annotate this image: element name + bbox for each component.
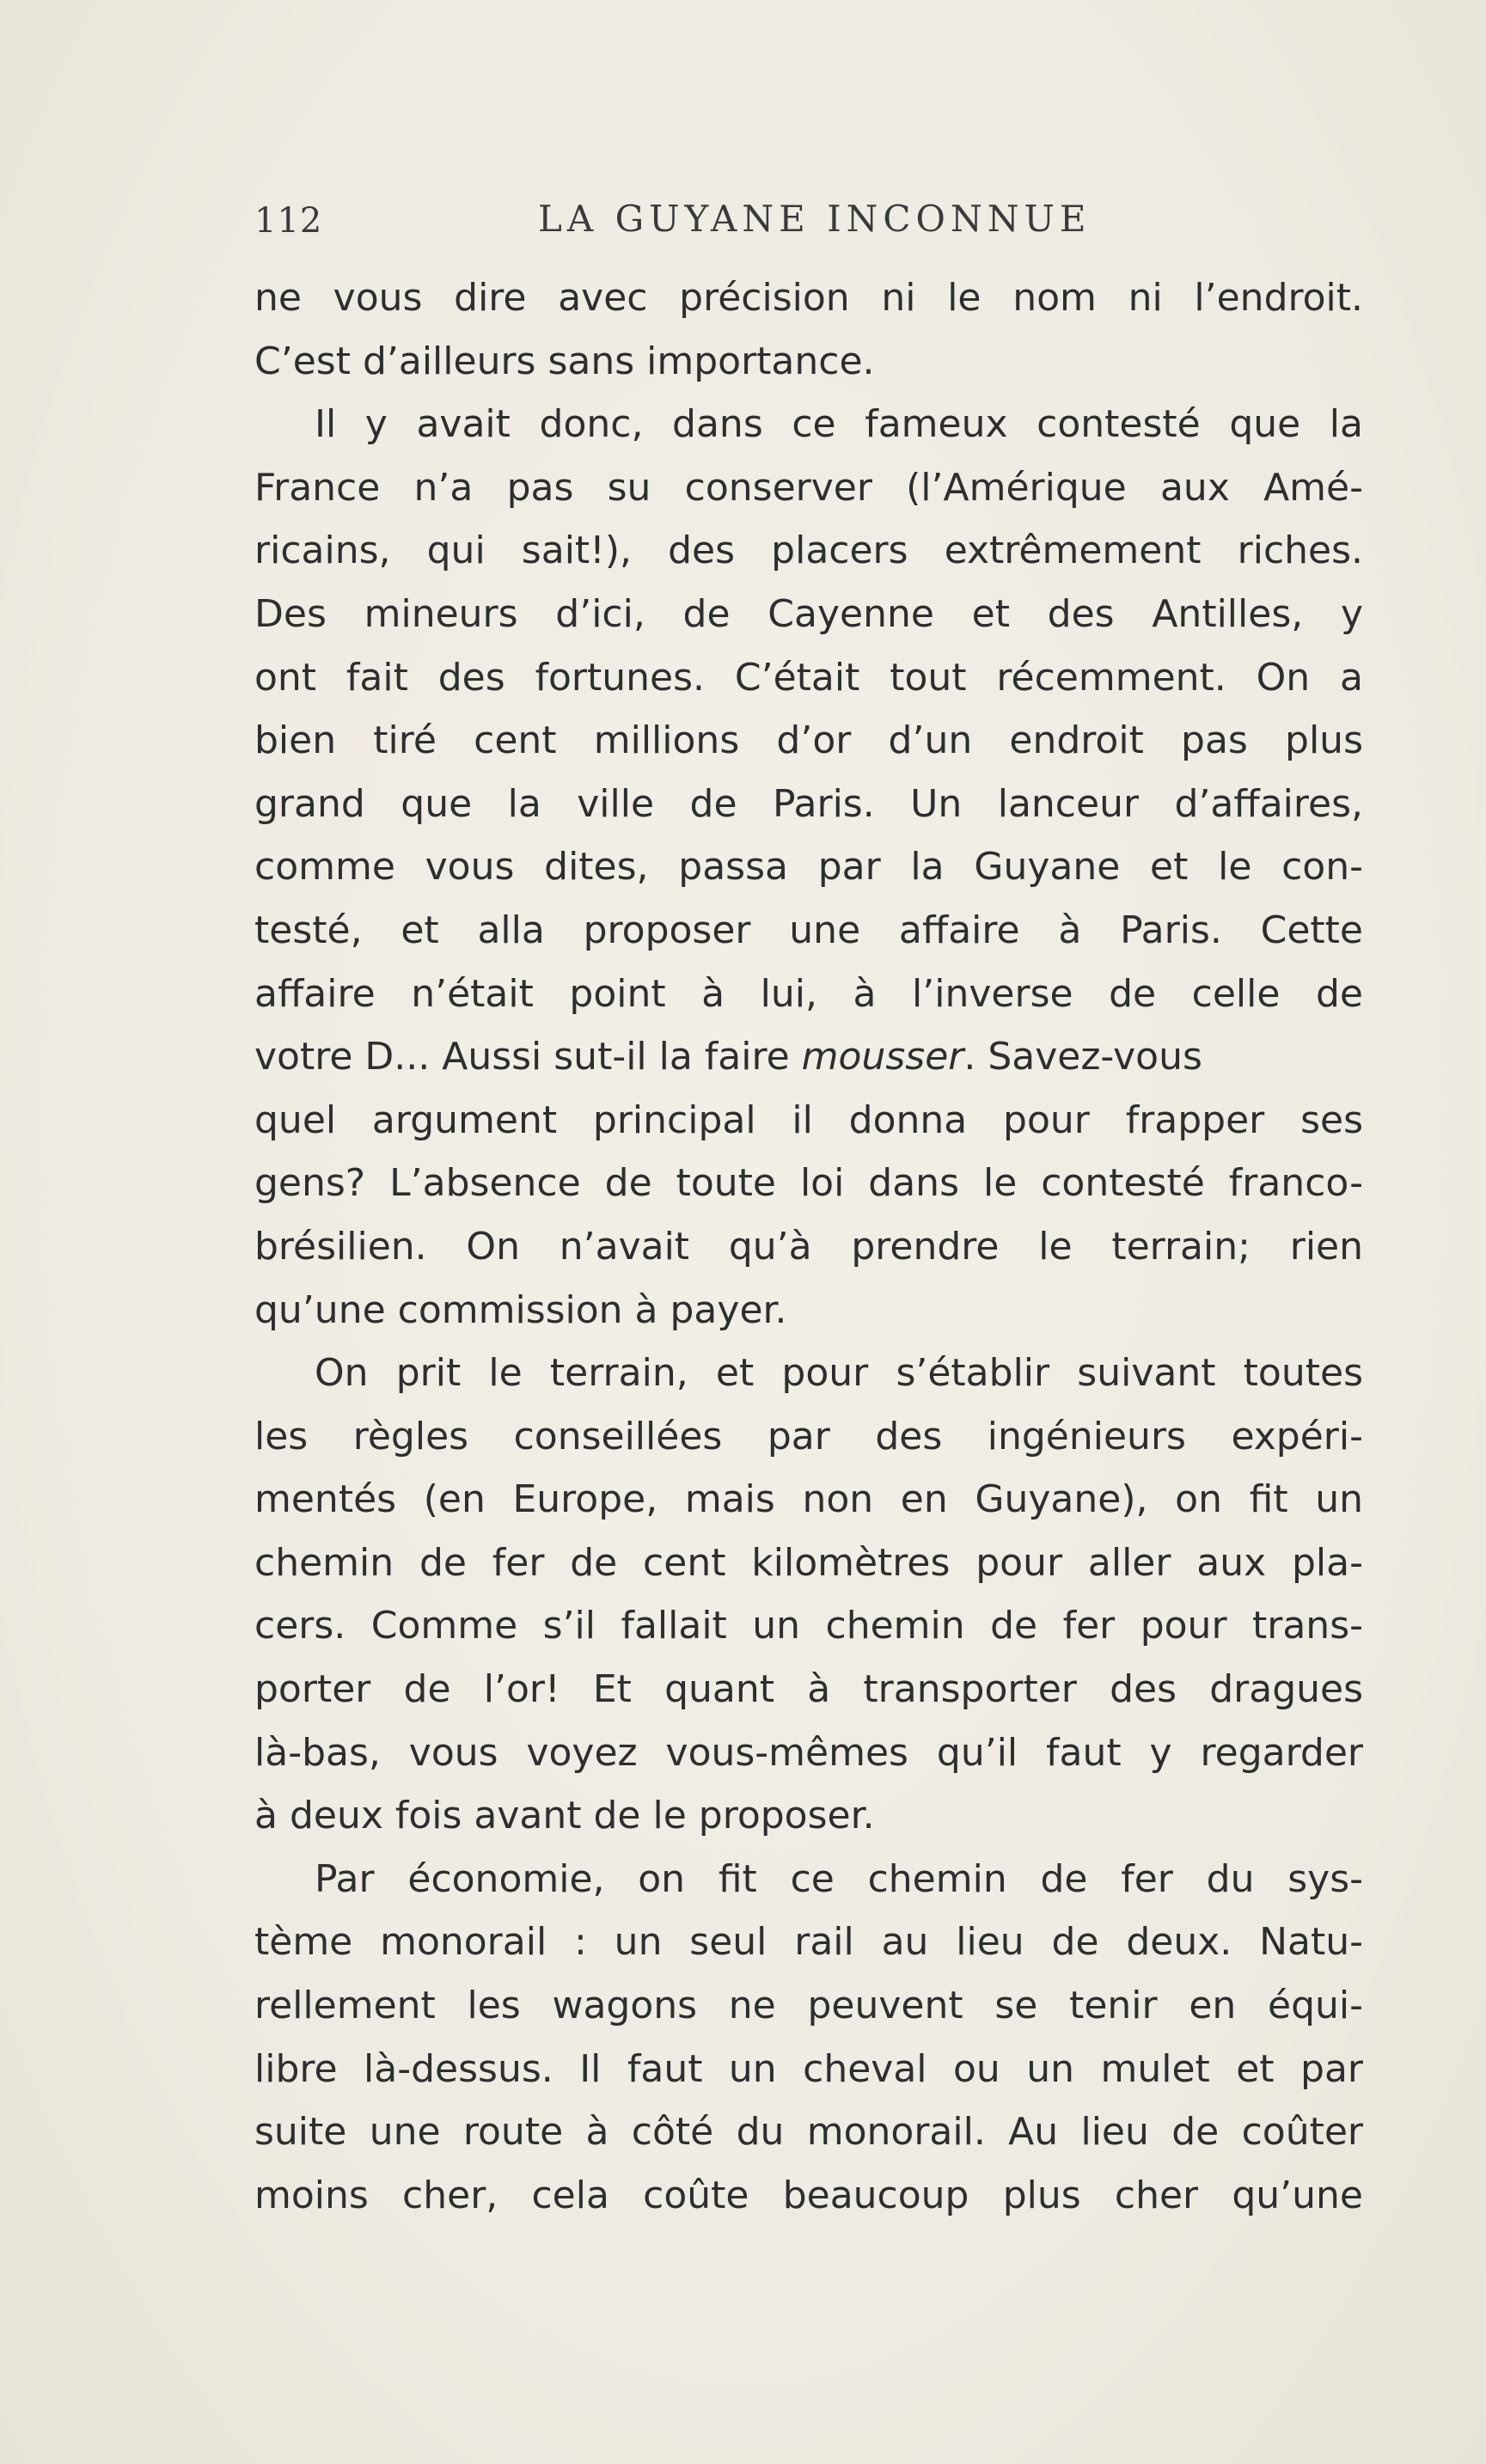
text-line: là-bas, vous voyez vous-mêmes qu’il faut y regarder xyxy=(254,1730,1363,1775)
text-line: cers. Comme s’il fallait un chemin de fer pour trans- xyxy=(254,1604,1363,1648)
text-segment: . Savez-vous xyxy=(963,1035,1202,1079)
text-line: porter de l’or! Et quant à transporter des dragues xyxy=(254,1667,1363,1712)
text-line: libre là-dessus. Il faut un cheval ou un mulet et par xyxy=(254,2046,1363,2091)
text-segment: votre D... Aussi sut-il la faire xyxy=(254,1035,802,1079)
text-line-with-italic xyxy=(254,1025,1363,1089)
text-line: affaire n’était point à lui, à l’inverse de celle de xyxy=(254,971,1363,1016)
text-line: les règles conseillées par des ingénieurs expéri- xyxy=(254,1414,1363,1458)
text-line: comme vous dites, passa par la Guyane et le con- xyxy=(254,845,1363,890)
text-line: testé, et alla proposer une affaire à Paris. Cette xyxy=(254,908,1363,952)
text-line: bien tiré cent millions d’or d’un endroit pas plus xyxy=(254,718,1363,763)
text-line: qu’une commission à payer. xyxy=(254,1287,787,1332)
text-line: brésilien. On n’avait qu’à prendre le terrain; rien xyxy=(254,1224,1363,1269)
text-line: C’est d’ailleurs sans importance. xyxy=(254,339,875,383)
text-line: mentés (en Europe, mais non en Guyane), on fit un xyxy=(254,1477,1363,1522)
text-line: Des mineurs d’ici, de Cayenne et des Antilles, y xyxy=(254,591,1363,636)
text-line: grand que la ville de Paris. Un lanceur d’affaires, xyxy=(254,781,1363,826)
body-text xyxy=(254,266,1363,2227)
text-line: tème monorail : un seul rail au lieu de deux. Natu- xyxy=(254,1920,1363,1965)
paragraph-start-line: Par économie, on fit ce chemin de fer du sys- xyxy=(315,1856,1363,1901)
text-line: France n’a pas su conserver (l’Amérique aux Amé- xyxy=(254,465,1363,510)
italic-word: mousser xyxy=(801,1035,964,1079)
text-line: ne vous dire avec précision ni le nom ni l’endroit. xyxy=(254,276,1363,320)
running-head xyxy=(254,194,1372,254)
text-line: suite une route à côté du monorail. Au lieu de coûter xyxy=(254,2110,1363,2155)
text-line: ont fait des fortunes. C’était tout récemment. On a xyxy=(254,655,1363,700)
book-title: LA GUYANE INCONNUE xyxy=(538,198,1092,240)
text-line: chemin de fer de cent kilomètres pour aller aux pla- xyxy=(254,1540,1363,1585)
text-line: moins cher, cela coûte beaucoup plus cher qu’une xyxy=(254,2173,1363,2217)
text-line: ricains, qui sait!), des placers extrêmement riches. xyxy=(254,529,1363,573)
text-line: rellement les wagons ne peuvent se tenir en équi- xyxy=(254,1984,1363,2028)
paragraph-start-line: Il y avait donc, dans ce fameux contesté que la xyxy=(315,402,1363,447)
page-number: 112 xyxy=(254,201,323,241)
text-line: à deux fois avant de le proposer. xyxy=(254,1794,875,1838)
text-line: gens? L’absence de toute loi dans le contesté franco- xyxy=(254,1161,1363,1206)
text-line: quel argument principal il donna pour frapper ses xyxy=(254,1097,1363,1142)
paragraph-start-line: On prit le terrain, et pour s’établir suivant toutes xyxy=(315,1351,1363,1396)
